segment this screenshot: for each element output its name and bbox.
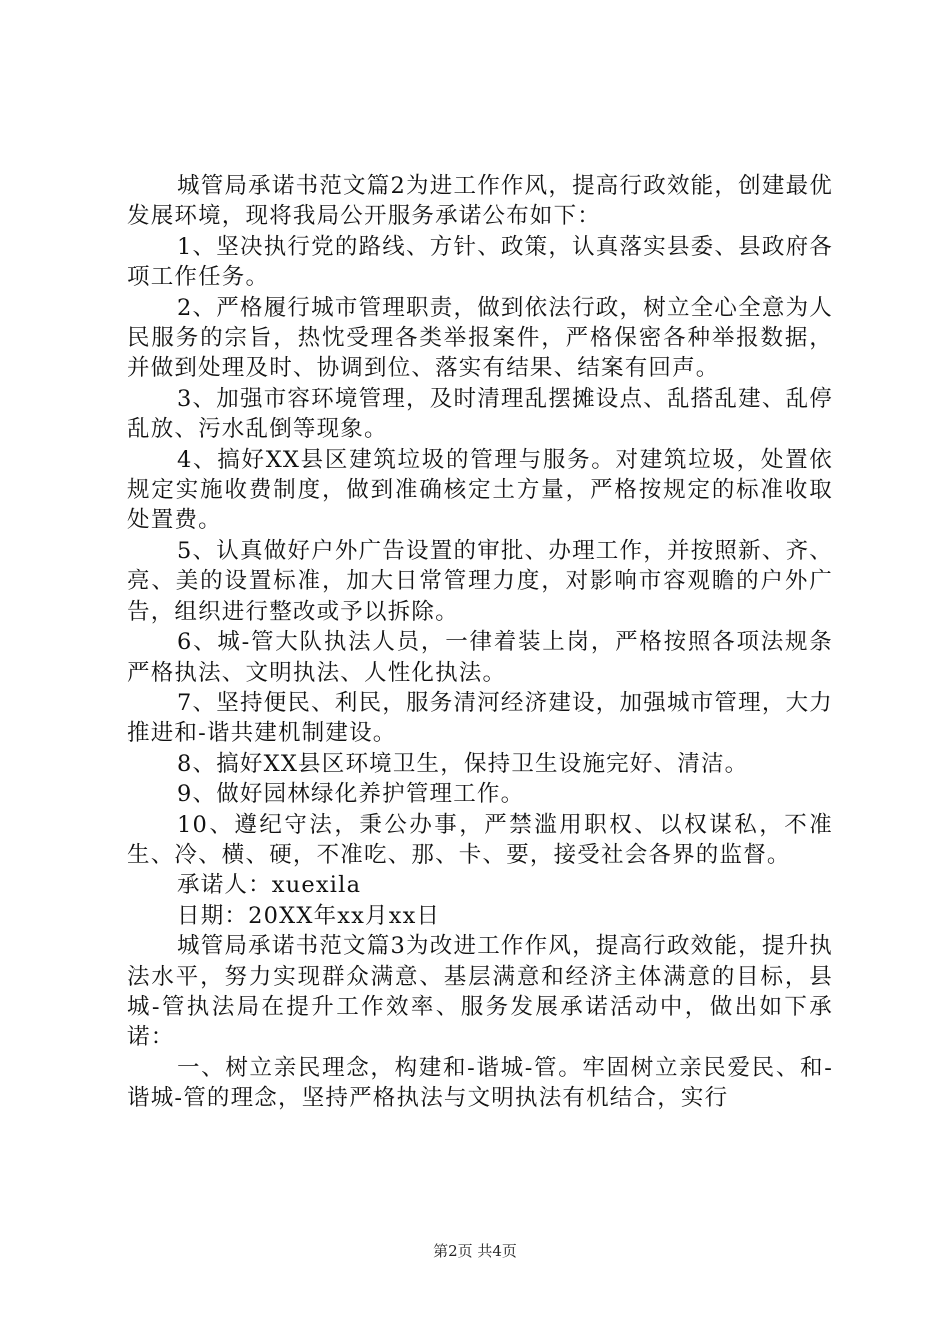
paragraph: 3、加强市容环境管理，及时清理乱摆摊设点、乱搭乱建、乱停乱放、污水乱倒等现象。 [127,385,833,443]
paragraph: 一、树立亲民理念，构建和-谐城-管。牢固树立亲民爱民、和-谐城-管的理念，坚持严格执法与文明执法有机结合，实行 [127,1054,833,1112]
paragraph: 10、遵纪守法，秉公办事，严禁滥用职权、以权谋私，不准生、冷、横、硬，不准吃、那、卡、要，接受社会各界的监督。 [127,811,833,868]
date-line: 日期：20XX年xx月xx日 [177,902,441,929]
paragraph: 9、做好园林绿化养护管理工作。 [177,781,525,808]
paragraph: 4、搞好XX县区建筑垃圾的管理与服务。对建筑垃圾，处置依规定实施收费制度，做到准确核定土方量，严格按规定的标准收取处置费。 [127,446,833,534]
paragraph: 城管局承诺书范文篇3为改进工作作风，提高行政效能，提升执法水平，努力实现群众满意、基层满意和经济主体满意的目标，县城-管执法局在提升工作效率、服务发展承诺活动中，做出如下承诺： [127,933,833,1051]
paragraph: 7、坚持便民、利民，服务清河经济建设，加强城市管理，大力推进和-谐共建机制建设。 [127,689,833,747]
paragraph: 5、认真做好户外广告设置的审批、办理工作，并按照新、齐、亮、美的设置标准，加大日常管理力度，对影响市容观瞻的户外广告，组织进行整改或予以拆除。 [127,537,833,625]
page-footer: 第2页 共4页 [433,1242,517,1260]
paragraph: 城管局承诺书范文篇2为进工作作风，提高行政效能，创建最优发展环境，现将我局公开服务承诺公布如下： [127,173,833,230]
signer-line: 承诺人：xuexila [177,872,362,899]
paragraph: 8、搞好XX县区环境卫生，保持卫生设施完好、清洁。 [177,750,749,777]
paragraph: 6、城-管大队执法人员，一律着装上岗，严格按照各项法规条严格执法、文明执法、人性化执法。 [127,629,833,686]
paragraph: 2、严格履行城市管理职责，做到依法行政，树立全心全意为人民服务的宗旨，热忱受理各类举报案件，严格保密各种举报数据，并做到处理及时、协调到位、落实有结果、结案有回声。 [127,294,833,382]
document-body [127,171,833,1114]
paragraph: 1、坚决执行党的路线、方针、政策，认真落实县委、县政府各项工作任务。 [127,233,833,291]
